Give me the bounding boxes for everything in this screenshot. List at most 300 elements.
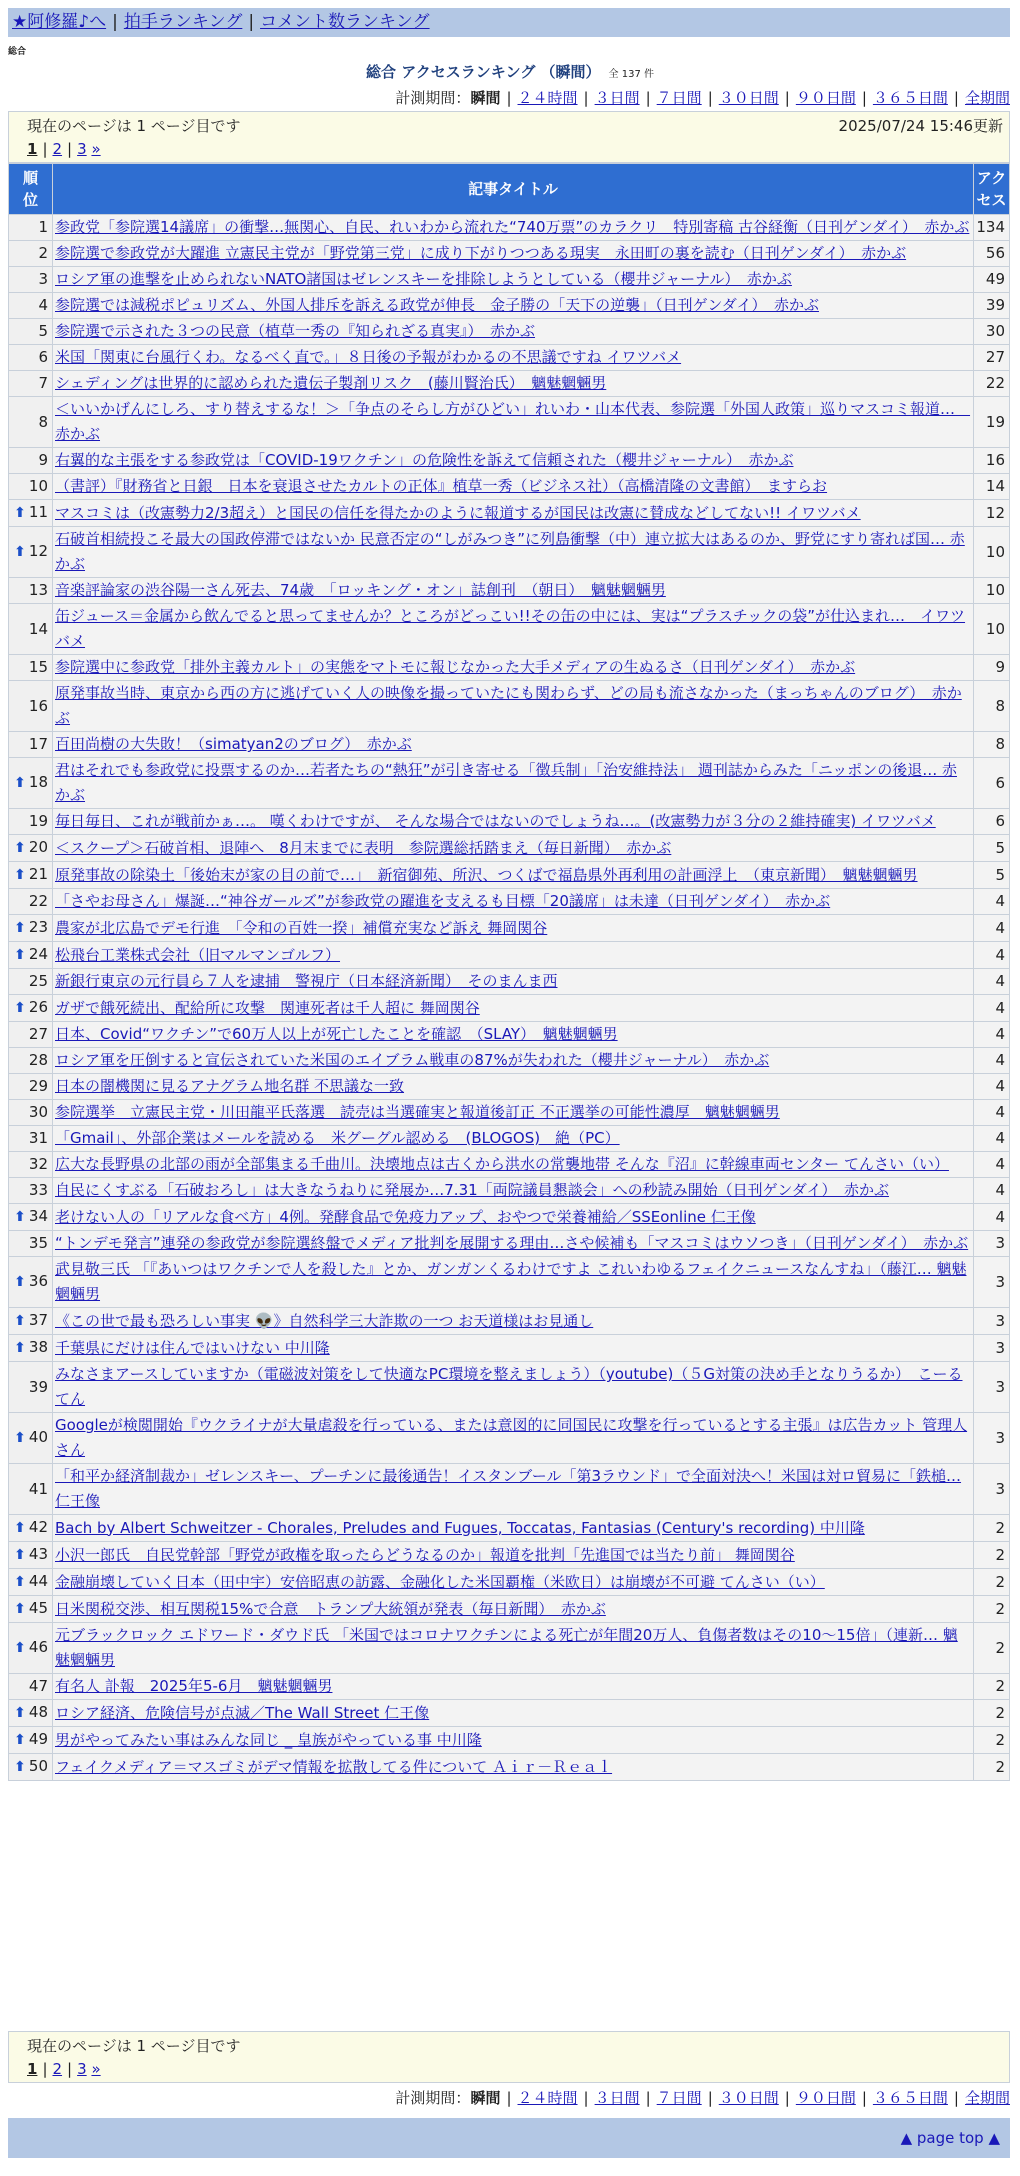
- title-cell: [53, 969, 974, 995]
- access-count: 2: [974, 1515, 1010, 1542]
- rank-cell: [9, 1623, 53, 1674]
- period-option-link[interactable]: ２４時間: [517, 2089, 578, 2107]
- rank-number: 17: [28, 735, 48, 753]
- title-cell: [53, 1754, 974, 1781]
- article-link[interactable]: ガザで餓死続出、配給所に攻撃 関連死者は千人超に 舞岡関谷: [55, 998, 480, 1017]
- footer-bar: [8, 2118, 1010, 2158]
- title-cell: [53, 915, 974, 942]
- article-link[interactable]: 百田尚樹の大失敗！（simatyan2のブログ） 赤かぶ: [55, 735, 412, 753]
- pagination-page-link[interactable]: 3: [77, 2060, 87, 2078]
- access-count: 2: [974, 1754, 1010, 1781]
- rank-up-arrow-icon: ⬆: [14, 1574, 26, 1590]
- table-row: [9, 578, 1010, 604]
- access-count: 56: [974, 241, 1010, 267]
- rank-number: 2: [38, 244, 48, 262]
- period-current: 瞬間: [470, 89, 501, 107]
- article-link[interactable]: シェディングは世界的に認められた遺伝子製剤リスク (藤川賢治氏） 魑魅魍魎男: [55, 374, 607, 392]
- title-cell: [53, 527, 974, 578]
- period-separator: |: [583, 2089, 589, 2107]
- article-link[interactable]: ＜スクープ＞石破首相、退陣へ 8月末までに表明 参院選総括踏まえ（毎日新聞） 赤かぶ: [55, 838, 672, 857]
- rank-up-arrow-icon: ⬆: [14, 1000, 26, 1016]
- period-separator: |: [784, 2089, 790, 2107]
- table-row: [9, 371, 1010, 397]
- ranking-table: [8, 163, 1010, 1781]
- table-row: [9, 809, 1010, 835]
- title-cell: [53, 397, 974, 448]
- access-count: 3: [974, 1257, 1010, 1308]
- article-link[interactable]: ロシア軍を圧倒すると宣伝されていた米国のエイブラム戦車の87%が失われた（櫻井ジャーナル） 赤かぶ: [55, 1051, 770, 1069]
- rank-cell: [9, 345, 53, 371]
- article-link[interactable]: ロシア経済、危険信号が点滅／The Wall Street 仁王像: [55, 1703, 430, 1722]
- title-cell: [53, 1231, 974, 1257]
- access-count: 49: [974, 267, 1010, 293]
- title-cell: [53, 862, 974, 889]
- table-row: [9, 915, 1010, 942]
- rank-cell: [9, 1727, 53, 1754]
- rank-number: 26: [28, 998, 48, 1016]
- table-row: [9, 267, 1010, 293]
- rank-cell: [9, 809, 53, 835]
- rank-cell: [9, 995, 53, 1022]
- article-link[interactable]: 「さやお母さん」爆誕…“神谷ガールズ”が参政党の躍進を支えるも目標「20議席」は未達（日刊ゲンダイ） 赤かぶ: [55, 892, 831, 910]
- period-option-link[interactable]: ３６５日間: [872, 2089, 948, 2107]
- article-link[interactable]: 右翼的な主張をする参政党は「COVID-19ワクチン」の危険性を訴えて信頼された（櫻井ジャーナル） 赤かぶ: [55, 451, 794, 469]
- table-row: [9, 835, 1010, 862]
- table-row: [9, 448, 1010, 474]
- article-link[interactable]: Googleが検閲開始『ウクライナが大量虐殺を行っている、または意図的に同国民に攻撃を行っているとする主張』は広告カット 管理人さん: [55, 1416, 968, 1459]
- rank-cell: [9, 969, 53, 995]
- rank-up-arrow-icon: ⬆: [14, 1705, 26, 1721]
- rank-number: 39: [28, 1377, 48, 1396]
- table-row: [9, 1048, 1010, 1074]
- rank-number: 21: [28, 865, 48, 883]
- title-cell: [53, 371, 974, 397]
- title-cell: [53, 578, 974, 604]
- article-link[interactable]: 参院選挙 立憲民主党・川田龍平氏落選 読売は当選確実と報道後訂正 不正選挙の可能性濃厚 魑魅魍魎男: [55, 1103, 780, 1121]
- rank-number: 43: [28, 1545, 48, 1563]
- table-row: [9, 1100, 1010, 1126]
- title-cell: [53, 319, 974, 345]
- updated-time: 2025/07/24 15:46更新: [838, 117, 1003, 135]
- article-link[interactable]: 日米関税交渉、相互関税15%で合意 トランプ大統領が発表（毎日新聞） 赤かぶ: [55, 1599, 606, 1618]
- article-link[interactable]: 参院選では減税ポピュリズム、外国人排斥を訴える政党が伸長 金子勝の「天下の逆襲」（日刊ゲンダイ） 赤かぶ: [55, 296, 819, 314]
- table-row: [9, 1257, 1010, 1308]
- rank-cell: [9, 889, 53, 915]
- article-link[interactable]: 新銀行東京の元行員ら７人を逮捕 警視庁（日本経済新聞） そのまんま西: [55, 972, 558, 990]
- title-cell: [53, 1022, 974, 1048]
- article-link[interactable]: 小沢一郎氏 自民党幹部「野党が政権を取ったらどうなるのか」報道を批判「先進国では当たり前」 舞岡関谷: [55, 1545, 795, 1564]
- article-link[interactable]: 原発事故当時、東京から西の方に逃げていく人の映像を撮っていたにも関わらず、どの局も流さなかった（まっちゃんのブログ） 赤かぶ: [55, 684, 962, 727]
- article-link[interactable]: 金融崩壊していく日本（田中宇）安倍昭恵の訪露、金融化した米国覇権（米欧日）は崩壊が不可避 てんさい（い）: [55, 1572, 825, 1591]
- article-link[interactable]: （書評）『財務省と日銀 日本を衰退させたカルトの正体』植草一秀（ビジネス社）（高橋清隆の文書館） ますらお: [55, 477, 828, 495]
- access-count: 30: [974, 319, 1010, 345]
- page-top-link[interactable]: ▲ page top ▲: [900, 2129, 1000, 2147]
- period-option-link[interactable]: ３日間: [594, 2089, 640, 2107]
- title-cell: [53, 809, 974, 835]
- pagination-separator: |: [67, 2060, 73, 2078]
- table-row: [9, 397, 1010, 448]
- rank-number: 15: [28, 658, 48, 676]
- title-cell: [53, 1308, 974, 1335]
- article-link[interactable]: 石破首相続投こそ最大の国政停滞ではないか 民意否定の“しがみつき”に列島衝撃（中）連立拡大はあるのか、野党にすり寄れば国… 赤かぶ: [55, 530, 965, 573]
- pagination-next-link[interactable]: »: [91, 2060, 101, 2078]
- header-rank-label: 順位: [22, 169, 38, 209]
- pagination-separator: |: [42, 140, 48, 158]
- period-option-link[interactable]: ９０日間: [795, 89, 856, 107]
- rank-number: 3: [38, 270, 48, 288]
- title-cell: [53, 1048, 974, 1074]
- applause-ranking-link[interactable]: 拍手ランキング: [123, 12, 243, 32]
- title-cell: [53, 345, 974, 371]
- rank-cell: [9, 1231, 53, 1257]
- access-count: 4: [974, 969, 1010, 995]
- period-separator: |: [953, 2089, 959, 2107]
- period-option-link[interactable]: ７日間: [656, 89, 702, 107]
- rank-number: 20: [28, 838, 48, 856]
- rank-number: 32: [28, 1155, 48, 1173]
- article-link[interactable]: 老けない人の「リアルな食べ方」4例。発酵食品で免疫力アップ、おやつで栄養補給／SSEonline 仁王像: [55, 1207, 756, 1226]
- period-option-link[interactable]: ７日間: [656, 2089, 702, 2107]
- period-selector-bottom: [395, 2087, 1010, 2108]
- rank-cell: [9, 1674, 53, 1700]
- article-link[interactable]: 米国「関東に台風行くわ。なるべく直で。」８日後の予報がわかるの不思議ですね イワツバメ: [55, 348, 682, 366]
- rank-cell: [9, 448, 53, 474]
- pagination-page-link[interactable]: 2: [52, 2060, 63, 2078]
- rank-up-arrow-icon: ⬆: [14, 544, 26, 560]
- article-link[interactable]: 毎日毎日、これが戦前かぁ…。 嘆くわけですが、 そんな場合ではないのでしょうね…。(改憲勢力が３分の２維持確実) イワツバメ: [55, 812, 936, 830]
- rank-number: 22: [28, 892, 48, 910]
- access-count: 134: [974, 215, 1010, 241]
- rank-cell: [9, 1464, 53, 1515]
- table-row: [9, 1178, 1010, 1204]
- title-cell: [53, 448, 974, 474]
- pagination-current: 1: [27, 2060, 38, 2078]
- access-count: 4: [974, 889, 1010, 915]
- table-header-row: [9, 164, 1010, 215]
- article-link[interactable]: 自民にくすぶる「石破おろし」は大きなうねりに発展か…7.31「両院議員懇談会」への秒読み開始（日刊ゲンダイ） 赤かぶ: [55, 1181, 889, 1199]
- rank-cell: [9, 1413, 53, 1464]
- rank-number: 13: [28, 581, 48, 599]
- rank-up-arrow-icon: ⬆: [14, 920, 26, 936]
- table-row: [9, 1754, 1010, 1781]
- article-link[interactable]: 参政党「参院選14議席」の衝撃…無関心、自民、れいわから流れた“740万票”のカラクリ 特別寄稿 古谷経衡（日刊ゲンダイ） 赤かぶ: [55, 218, 970, 236]
- table-row: [9, 1515, 1010, 1542]
- article-link[interactable]: 日本の闇機関に見るアナグラム地名群 不思議な一致: [55, 1077, 405, 1095]
- rank-number: 30: [28, 1103, 48, 1121]
- period-separator: |: [784, 89, 790, 107]
- title-cell: [53, 1362, 974, 1413]
- header-access-label: アクセス: [976, 169, 1007, 209]
- table-row: [9, 655, 1010, 681]
- table-row: [9, 1335, 1010, 1362]
- article-link[interactable]: ロシア軍の進撃を止められないNATO諸国はゼレンスキーを排除しようとしている（櫻井ジャーナル） 赤かぶ: [55, 270, 792, 288]
- table-row: [9, 1413, 1010, 1464]
- rank-up-arrow-icon: ⬆: [14, 775, 26, 791]
- rank-number: 5: [38, 322, 48, 340]
- title-cell: [53, 500, 974, 527]
- rank-number: 19: [28, 812, 48, 830]
- period-separator: |: [861, 89, 867, 107]
- rank-cell: [9, 862, 53, 889]
- access-count: 2: [974, 1623, 1010, 1674]
- title-cell: [53, 835, 974, 862]
- header-title: 記事タイトル: [53, 164, 974, 215]
- access-count: 4: [974, 1100, 1010, 1126]
- comment-ranking-link[interactable]: コメント数ランキング: [260, 12, 430, 32]
- ranking-title: 総合 アクセスランキング （瞬間）: [366, 63, 601, 81]
- pagination: [27, 140, 1009, 158]
- title-cell: [53, 267, 974, 293]
- rank-up-arrow-icon: ⬆: [14, 505, 26, 521]
- title-cell: [53, 1464, 974, 1515]
- title-cell: [53, 1100, 974, 1126]
- access-count: 4: [974, 915, 1010, 942]
- title-cell: [53, 1126, 974, 1152]
- article-link[interactable]: 武見敬三氏 「『あいつはワクチンで人を殺した』とか、ガンガンくるわけですよ これいわゆるフェイクニュースなんすね」（藤江… 魑魅魍魎男: [55, 1260, 967, 1303]
- access-count: 4: [974, 1178, 1010, 1204]
- rank-cell: [9, 1515, 53, 1542]
- rank-up-arrow-icon: ⬆: [14, 1547, 26, 1563]
- title-cell: [53, 889, 974, 915]
- title-cell: [53, 942, 974, 969]
- article-link[interactable]: 元ブラックロック エドワード・ダウド氏 「米国ではコロナワクチンによる死亡が年間20万人、負傷者数はその10～15倍」（連新… 魑魅魍魎男: [55, 1626, 958, 1669]
- article-link[interactable]: 原発事故の除染土「後始末が家の目の前で…」 新宿御苑、所沢、つくばで福島県外再利用の計画浮上 （東京新聞） 魑魅魍魎男: [55, 865, 918, 884]
- rank-number: 38: [28, 1338, 48, 1356]
- pagination-current: 1: [27, 140, 38, 158]
- rank-cell: [9, 655, 53, 681]
- access-count: 12: [974, 500, 1010, 527]
- access-count: 4: [974, 1022, 1010, 1048]
- article-link[interactable]: 参院選中に参政党「排外主義カルト」の実態をマトモに報じなかった大手メディアの生ぬるさ（日刊ゲンダイ） 赤かぶ: [55, 658, 856, 676]
- rank-number: 12: [28, 542, 48, 560]
- access-count: 14: [974, 474, 1010, 500]
- table-row: [9, 241, 1010, 267]
- period-separator: |: [707, 89, 713, 107]
- page-title: [0, 61, 1020, 82]
- article-link[interactable]: 君はそれでも参政党に投票するのか…若者たちの“熱狂”が引き寄せる「徴兵制」「治安維持法」 週刊誌からみた「ニッポンの後退… 赤かぶ: [55, 761, 957, 804]
- section-label: 総合: [8, 47, 27, 57]
- title-cell: [53, 215, 974, 241]
- article-link[interactable]: 「和平か経済制裁か」ゼレンスキー、プーチンに最後通告！イスタンブール「第3ラウンド」で全面対決へ！米国は対ロ貿易に「鉄槌… 仁王像: [55, 1467, 962, 1510]
- access-count: 3: [974, 1464, 1010, 1515]
- title-cell: [53, 293, 974, 319]
- access-count: 4: [974, 1048, 1010, 1074]
- header-rank: [9, 164, 53, 215]
- article-link[interactable]: 有名人 訃報 2025年5-6月 魑魅魍魎男: [55, 1677, 333, 1695]
- title-cell: [53, 1257, 974, 1308]
- rank-up-arrow-icon: ⬆: [14, 1313, 26, 1329]
- rank-cell: [9, 215, 53, 241]
- table-row: [9, 1362, 1010, 1413]
- rank-number: 16: [28, 696, 48, 715]
- rank-cell: [9, 1048, 53, 1074]
- article-link[interactable]: 千葉県にだけは住んではいけない 中川隆: [55, 1338, 330, 1357]
- rank-cell: [9, 527, 53, 578]
- rank-up-arrow-icon: ⬆: [14, 1209, 26, 1225]
- article-link[interactable]: 松飛台工業株式会社（旧マルマンゴルフ）: [55, 945, 341, 964]
- access-count: 2: [974, 1542, 1010, 1569]
- table-row: [9, 1204, 1010, 1231]
- period-separator: |: [861, 2089, 867, 2107]
- rank-number: 37: [28, 1311, 48, 1329]
- table-row: [9, 1126, 1010, 1152]
- rank-number: 14: [28, 619, 48, 638]
- rank-cell: [9, 1178, 53, 1204]
- rank-number: 34: [28, 1207, 48, 1225]
- period-separator: |: [506, 2089, 512, 2107]
- article-link[interactable]: 参院選で示された３つの民意（植草一秀の『知られざる真実』） 赤かぶ: [55, 322, 536, 340]
- access-count: 4: [974, 1126, 1010, 1152]
- ranking-body: [9, 215, 1010, 1781]
- access-count: 6: [974, 809, 1010, 835]
- rank-number: 40: [28, 1428, 48, 1446]
- article-link[interactable]: みなさまアースしていますか（電磁波対策をして快適なPC環境を整えましょう）（youtube)（５G対策の決め手となりうるか） こーるてん: [55, 1365, 963, 1408]
- table-row: [9, 862, 1010, 889]
- rank-cell: [9, 835, 53, 862]
- rank-cell: [9, 1074, 53, 1100]
- table-row: [9, 1231, 1010, 1257]
- access-count: 2: [974, 1596, 1010, 1623]
- rank-number: 35: [28, 1234, 48, 1252]
- table-row: [9, 293, 1010, 319]
- rank-number: 46: [28, 1638, 48, 1656]
- table-row: [9, 758, 1010, 809]
- title-cell: [53, 604, 974, 655]
- access-count: 16: [974, 448, 1010, 474]
- article-link[interactable]: ＜いいかげんにしろ、すり替えするな！＞「争点のそらし方がひどい」れいわ・山本代表、参院選「外国人政策」巡りマスコミ報道… 赤かぶ: [55, 400, 971, 443]
- table-row: [9, 1727, 1010, 1754]
- rank-up-arrow-icon: ⬆: [14, 1430, 26, 1446]
- period-option-link[interactable]: ３０日間: [718, 2089, 779, 2107]
- title-cell: [53, 1074, 974, 1100]
- table-row: [9, 1152, 1010, 1178]
- pagination-separator: |: [42, 2060, 48, 2078]
- rank-cell: [9, 1596, 53, 1623]
- table-row: [9, 1074, 1010, 1100]
- access-count: 8: [974, 681, 1010, 732]
- pagination-page-link[interactable]: 3: [77, 140, 87, 158]
- title-cell: [53, 1204, 974, 1231]
- period-option-link[interactable]: 全期間: [964, 89, 1010, 107]
- title-cell: [53, 1700, 974, 1727]
- rank-number: 49: [28, 1730, 48, 1748]
- article-link[interactable]: 《この世で最も恐ろしい事実 👽》自然科学三大詐欺の一つ お天道様はお見通し: [55, 1311, 594, 1330]
- rank-number: 42: [28, 1518, 48, 1536]
- rank-up-arrow-icon: ⬆: [14, 1274, 26, 1290]
- article-link[interactable]: “トンデモ発言”連発の参政党が参院選終盤でメディア批判を展開する理由…さや候補も「マスコミはウソつき」（日刊ゲンダイ） 赤かぶ: [55, 1234, 969, 1252]
- access-count: 4: [974, 1152, 1010, 1178]
- table-row: [9, 345, 1010, 371]
- period-option-link[interactable]: ３６５日間: [872, 89, 948, 107]
- table-row: [9, 1623, 1010, 1674]
- rank-cell: [9, 942, 53, 969]
- rank-cell: [9, 915, 53, 942]
- rank-number: 9: [38, 451, 48, 469]
- access-count: 3: [974, 1335, 1010, 1362]
- period-option-link[interactable]: ２４時間: [517, 89, 578, 107]
- rank-cell: [9, 1100, 53, 1126]
- article-link[interactable]: 参院選で参政党が大躍進 立憲民主党が「野党第三党」に成り下がりつつある現実 永田町の裏を読む（日刊ゲンダイ） 赤かぶ: [55, 244, 907, 262]
- period-option-link[interactable]: ９０日間: [795, 2089, 856, 2107]
- pagination: [27, 2060, 1009, 2078]
- access-count: 4: [974, 1204, 1010, 1231]
- title-cell: [53, 474, 974, 500]
- table-row: [9, 1700, 1010, 1727]
- article-link[interactable]: 広大な長野県の北部の雨が全部集まる千曲川。決壊地点は古くから洪水の常襲地帯 そんな『沼』に幹線車両センター てんさい（い）: [55, 1155, 949, 1173]
- rank-cell: [9, 732, 53, 758]
- access-count: 19: [974, 397, 1010, 448]
- period-option-link[interactable]: ３０日間: [718, 89, 779, 107]
- table-row: [9, 319, 1010, 345]
- rank-cell: [9, 1569, 53, 1596]
- rank-cell: [9, 1362, 53, 1413]
- access-count: 2: [974, 1727, 1010, 1754]
- period-option-link[interactable]: ３日間: [594, 89, 640, 107]
- rank-number: 31: [28, 1129, 48, 1147]
- table-row: [9, 500, 1010, 527]
- rank-up-arrow-icon: ⬆: [14, 1520, 26, 1536]
- article-link[interactable]: 農家が北広島でデモ行進 「令和の百姓一揆」補償充実など訴え 舞岡関谷: [55, 918, 548, 937]
- access-count: 9: [974, 655, 1010, 681]
- access-count: 4: [974, 995, 1010, 1022]
- access-count: 2: [974, 1674, 1010, 1700]
- period-separator: |: [953, 89, 959, 107]
- access-count: 27: [974, 345, 1010, 371]
- article-link[interactable]: 日本、Covid“ワクチン”で60万人以上が死亡したことを確認 （SLAY） 魑魅魍魎男: [55, 1025, 618, 1043]
- rank-up-arrow-icon: ⬆: [14, 1340, 26, 1356]
- rank-cell: [9, 267, 53, 293]
- rank-number: 25: [28, 972, 48, 990]
- pagination-next-link[interactable]: »: [91, 140, 101, 158]
- article-link[interactable]: 「Gmail」、外部企業はメールを読める 米グーグル認める (BLOGOS) 絶（PC）: [55, 1129, 620, 1147]
- table-row: [9, 995, 1010, 1022]
- period-separator: |: [707, 2089, 713, 2107]
- rank-cell: [9, 578, 53, 604]
- rank-number: 33: [28, 1181, 48, 1199]
- article-link[interactable]: フェイクメディア＝マスゴミがデマ情報を拡散してる件について Ａｉｒ－Ｒｅａｌ: [55, 1757, 613, 1776]
- rank-cell: [9, 1152, 53, 1178]
- period-option-link[interactable]: 全期間: [964, 2089, 1010, 2107]
- table-row: [9, 1022, 1010, 1048]
- article-link[interactable]: マスコミは（改憲勢力2/3超え）と国民の信任を得たかのように報道するが国民は改憲に賛成などしてない!! イワツバメ: [55, 503, 861, 522]
- current-page-text: 現在のページは 1 ページ目です: [27, 117, 241, 135]
- period-label: 計測期間：: [395, 89, 471, 107]
- rank-cell: [9, 1257, 53, 1308]
- rank-number: 6: [38, 348, 48, 366]
- article-link[interactable]: Bach by Albert Schweitzer - Chorales, Preludes and Fugues, Toccatas, Fantasias (Century's recording) 中川隆: [55, 1518, 865, 1537]
- pagination-page-link[interactable]: 2: [52, 140, 63, 158]
- article-link[interactable]: 音楽評論家の渋谷陽一さん死去、74歳 「ロッキング・オン」誌創刊 （朝日） 魑魅魍魎男: [55, 581, 666, 599]
- rank-up-arrow-icon: ⬆: [14, 1732, 26, 1748]
- article-link[interactable]: 男がやってみたい事はみんな同じ _ 皇族がやっている事 中川隆: [55, 1730, 482, 1749]
- rank-number: 8: [38, 412, 48, 431]
- table-row: [9, 1542, 1010, 1569]
- access-count: 3: [974, 1231, 1010, 1257]
- rank-number: 23: [28, 918, 48, 936]
- home-link[interactable]: ★阿修羅♪へ: [12, 12, 107, 32]
- table-row: [9, 942, 1010, 969]
- rank-cell: [9, 293, 53, 319]
- current-page-text: 現在のページは 1 ページ目です: [27, 2037, 241, 2055]
- rank-cell: [9, 681, 53, 732]
- article-link[interactable]: 缶ジュース＝金属から飲んでると思ってませんか？ところがどっこい!!その缶の中には、実は“プラスチックの袋”が仕込まれ… イワツバメ: [55, 607, 966, 650]
- period-separator: |: [645, 2089, 651, 2107]
- rank-cell: [9, 1754, 53, 1781]
- table-row: [9, 215, 1010, 241]
- title-cell: [53, 1152, 974, 1178]
- title-cell: [53, 1727, 974, 1754]
- access-count: 5: [974, 862, 1010, 889]
